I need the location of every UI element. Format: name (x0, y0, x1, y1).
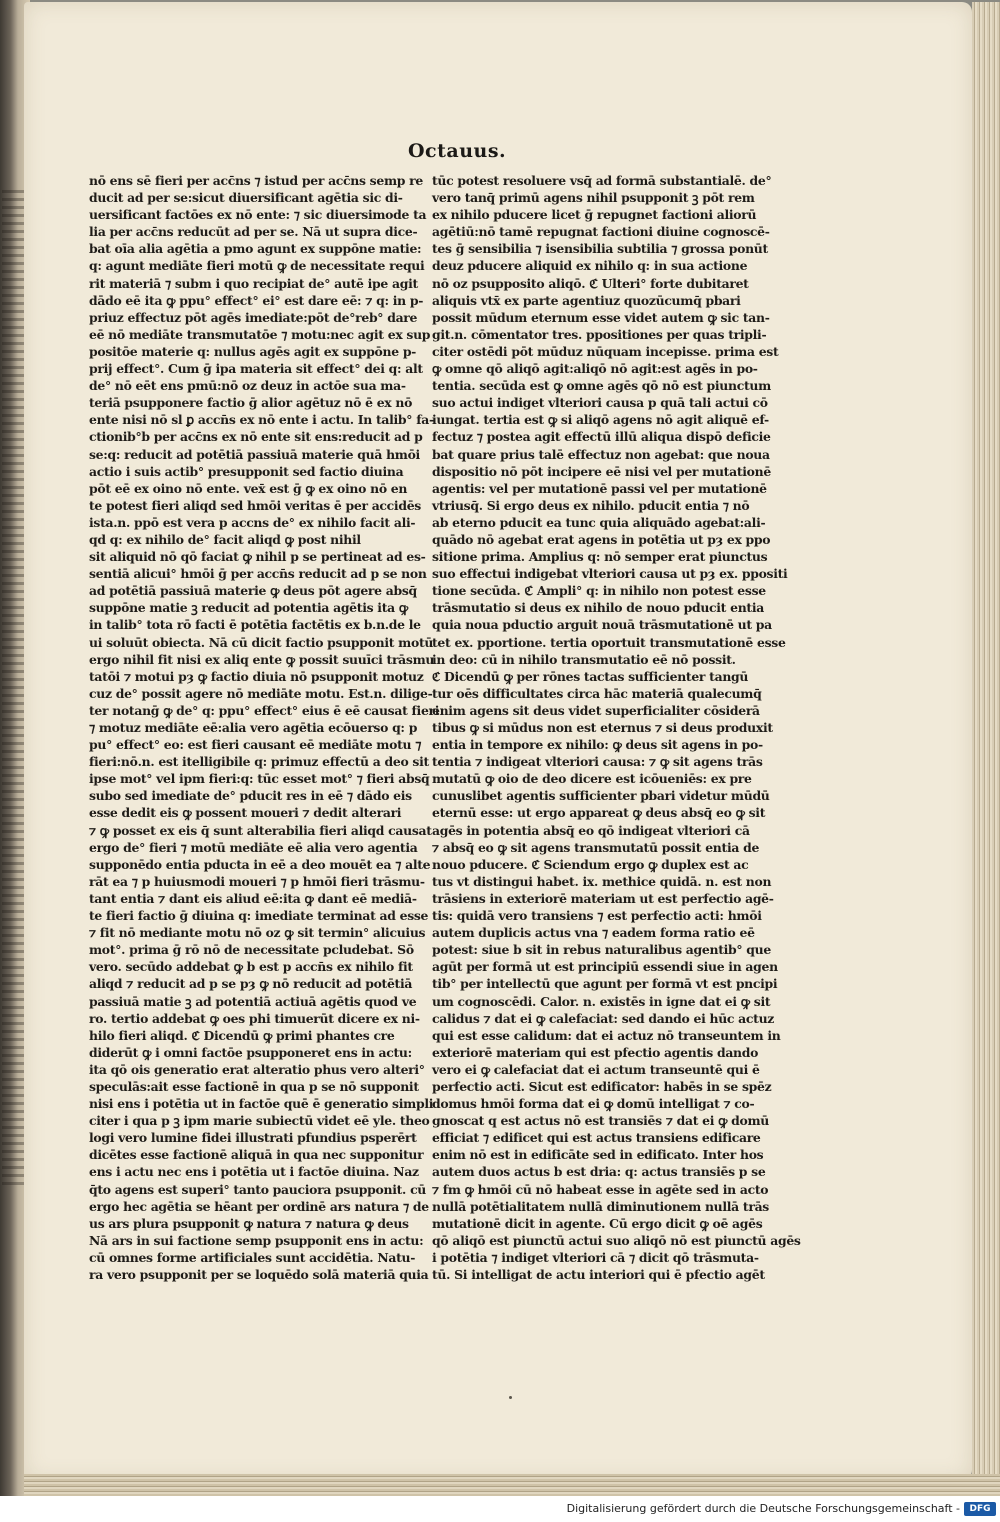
text-line: ra vero psupponit per se loquēdo solā materiā quia (89, 1267, 429, 1282)
text-line: tū. Si intelligat de actu interiori qui ē pfectio agēt (432, 1267, 765, 1282)
text-line: cū omnes forme artificiales sunt accidētia. Natu- (89, 1249, 416, 1265)
running-head: Octauus. (408, 140, 507, 162)
text-line: i potētia ⁊ indiget vlteriori cā ⁊ dicit qō trāsmuta- (432, 1249, 759, 1265)
text-line: trāsiens in exteriorē materiam ut est perfectio agē- (432, 890, 774, 906)
text-line: tib° per intellectū que agunt per formā vt est pncipi (432, 976, 778, 992)
text-line: tentia. secūda est ꝙ omne agēs qō nō est piunctum (432, 378, 771, 394)
text-line: agūt per formā ut est principiū essendi siue in agen (432, 959, 778, 975)
text-line: se:q: reducit ad potētiā passiuā materie quā hmōi (89, 446, 420, 462)
text-line: ista.n. ppō est vera p accns de° ex nihilo facit ali- (89, 514, 416, 530)
text-line: q: agunt mediāte fieri motū ꝙ de necessitate requi (89, 258, 425, 274)
text-line: agēs in potentia absq̄ eo qō indigeat vlteriori cā (432, 822, 750, 838)
text-line: in talib° tota rō facti ē potētia factētis ex b.n.de le (89, 617, 421, 633)
text-line: git.n. cōmentator tres. ppositiones per quas tripli- (432, 326, 767, 342)
text-line: mutationē dicit in agente. Cū ergo dicit ꝙ oē agēs (432, 1215, 763, 1231)
ink-mark (509, 1396, 512, 1399)
text-line: ter notanḡ ꝙ de° q: ppu° effect° eius ē eē causat fieri (89, 702, 440, 718)
text-line: um cognoscēdi. Calor. n. existēs in igne dat ei ꝙ sit (432, 993, 771, 1009)
text-line: uersificant factōes ex nō ente: ⁊ sic diuersimode ta (89, 207, 427, 223)
text-line: ad potētiā passiuā materie ꝙ deus pōt agere absq̄ (89, 583, 417, 599)
text-line: us ars plura psupponit ꝙ natura ⁊ natura ꝙ deus (89, 1215, 409, 1231)
text-line: agētiū:nō tamē repugnat factioni diuine cognoscē- (432, 224, 770, 240)
text-line: ⁊ fit nō mediante motu nō oz ꝙ sit termin° alicuius (89, 925, 426, 941)
text-line: te fieri factio ḡ diuina q: imediate terminat ad esse (89, 908, 429, 924)
text-line: tentia ⁊ indigeat vlteriori causa: ⁊ ꝙ sit agens trās (432, 754, 763, 770)
text-line: actio i suis actib° presupponit sed factio diuina (89, 463, 404, 479)
text-line: citer i qua p ꝫ ipm marie subiectū videt eē yle. theo (89, 1113, 430, 1129)
text-line: suo effectui indigebat vlteriori causa ut pȝ ex. ppositi (432, 566, 788, 582)
text-line: in deo: cū in nihilo transmutatio eē nō possit. (432, 651, 736, 667)
text-line: dādo eē ita ꝙ ppu° effect° ei° est dare eē: ⁊ q: in p- (89, 292, 424, 308)
text-line: vero tanq̄ primū agens nihil psupponit ꝫ pōt rem (432, 190, 755, 206)
text-line: aliqd ⁊ reducit ad p se pȝ ꝙ nō reducit ad potētiā (89, 976, 413, 992)
text-line: bat oīa alia agētia a pmo agunt ex suppōne matie: (89, 241, 422, 257)
text-line: tūc potest resoluere vsq̄ ad formā substantialē. de° (432, 173, 772, 188)
text-line: ui soluūt obiecta. Nā cū dicit factio psupponit motū (89, 634, 434, 650)
text-line: nullā potētialitatem nullā diminutionem nullā trās (432, 1198, 769, 1214)
text-line: sentiā alicui° hmōi ḡ per accn̄s reducit ad p se non (89, 566, 427, 582)
text-line: diderūt ꝙ i omni factōe psupponeret ens in actu: (89, 1044, 412, 1060)
text-line: ⁊ ꝙ posset ex eis q̄ sunt alterabilia fieri aliqd causat (89, 822, 432, 838)
text-line: cuz de° possit agere nō mediāte motu. Est.n. dilige- (89, 685, 433, 701)
text-line: bat quare prius talē effectuz non agebat: que noua (432, 446, 770, 462)
text-line: ro. tertio addebat ꝙ oes phi timuerūt dicere ex ni- (89, 1010, 420, 1026)
text-line: dicētes esse factionē aliquā in qua nec supponitur (89, 1147, 424, 1163)
text-line: possit mūdum eternum esse videt autem ꝙ sic tan- (432, 309, 770, 325)
text-line: cunuslibet agentis sufficienter pbari videtur mūdū (432, 788, 770, 804)
text-line: prij effect°. Cum ḡ ipa materia sit effect° dei q: alt (89, 361, 423, 377)
text-line: calidus ⁊ dat ei ꝙ calefaciat: sed dando ei hūc actuz (432, 1010, 775, 1026)
text-line: nouo pducere. ℭ Sciendum ergo ꝙ duplex est ac (432, 856, 749, 872)
text-line: positōe materie q: nullus agēs agit ex suppōne p- (89, 343, 417, 359)
text-line: rit materiā ⁊ subm i quo recipiat de° autē ipe agit (89, 275, 418, 291)
text-line: subo sed imediate de° pducit res in eē ⁊ dādo eis (89, 788, 412, 804)
text-line: ergo de° fieri ⁊ motū mediāte eē alia vero agentia (89, 839, 418, 855)
text-line: potest: siue b sit in rebus naturalibus agentib° que (432, 942, 771, 958)
text-line: suo actui indiget vlteriori causa p quā tali actui cō (432, 395, 768, 411)
text-line: ab eterno pducit ea tunc quia aliquādo agebat:ali- (432, 514, 766, 530)
text-line: tis: quidā vero transiens ⁊ est perfectio acti: hmōi (432, 908, 762, 924)
text-line: vero ei ꝙ calefaciat dat ei actum transeuntē qui ē (432, 1061, 760, 1077)
text-line: ente nisi nō sl ꝑ accn̄s ex nō ente i actu. In talib° fa- (89, 412, 434, 428)
text-line: ergo nihil fit nisi ex aliq ente ꝙ possit suuīci trāsmu (89, 651, 435, 667)
text-line: vero. secūdo addebat ꝙ b est p accn̄s ex nihilo fit (89, 959, 413, 975)
text-line: passiuā matie ꝫ ad potentiā actiuā agētis quod ve (89, 993, 417, 1009)
text-line: mot°. prima ḡ rō nō de necessitate pcludebat. Sō (89, 942, 414, 958)
text-line: entia in tempore ex nihilo: ꝙ deus sit agens in po- (432, 737, 763, 753)
text-line: qō aliqō est piunctū actui suo aliqō nō est piunctū agēs (432, 1232, 801, 1248)
text-line: ergo hec agētia se hēant per ordinē ars natura ⁊ de (89, 1198, 429, 1214)
text-line: supponēdo entia pducta in eē a deo mouēt ea ⁊ alte (89, 856, 431, 872)
text-line: ctionib°b per acc̄ns ex nō ente sit ens:reducit ad p (89, 429, 423, 445)
text-line: tus vt distingui habet. ix. methice quidā. n. est non (432, 873, 772, 889)
gutter-text-shadow (2, 190, 24, 1190)
text-line: tant entia ⁊ dant eis aliud eē:ita ꝙ dant eē mediā- (89, 890, 417, 906)
text-line: quia noua pductio arguit nouā trāsmutationē ut pa (432, 617, 772, 633)
text-line: suppōne matie ꝫ reducit ad potentia agētis ita ꝙ (89, 600, 408, 616)
text-line: autem duplicis actus vna ⁊ eadem forma ratio eē (432, 925, 755, 941)
text-line: pu° effect° eo: est fieri causant eē mediāte motu ⁊ (89, 737, 422, 753)
right-text-column (432, 172, 801, 1282)
text-line: perfectio acti. Sicut est edificator: habēs in se spēz (432, 1078, 772, 1094)
text-line: enim agens sit deus videt superficialiter cōsiderā (432, 702, 760, 718)
page-stack-bottom-edge (24, 1474, 1000, 1496)
text-line: ꝙ omne qō aliqō agit:aliqō nō agit:est agēs in po- (432, 361, 758, 377)
text-line: speculās:ait esse factionē in qua p se nō supponit (89, 1078, 419, 1094)
text-line: tur oēs difficultates circa hāc materiā qualecumq̄ (432, 685, 762, 701)
text-line: tet ex. pportione. tertia oportuit transmutationē esse (432, 634, 786, 650)
text-line: ita qō ois generatio erat alteratio phus vero alteri° (89, 1061, 425, 1077)
text-line: qd q: ex nihilo de° facit aliqd ꝙ post nihil (89, 531, 361, 547)
text-line: efficiat ⁊ edificet qui est actus transiens edificare (432, 1130, 761, 1146)
text-line: eternū esse: ut ergo appareat ꝙ deus absq̄ eo ꝙ sit (432, 805, 766, 821)
text-line: nō oz psupposito aliqō. ℭ Ulteri° forte dubitaret (432, 275, 749, 291)
text-line: dispositio nō pōt incipere eē nisi vel per mutationē (432, 463, 771, 479)
text-line: ens i actu nec ens i potētia ut i factōe diuina. Naz (89, 1164, 419, 1180)
text-line: de° nō eēt ens pmū:nō oz deuz in actōe sua ma- (89, 378, 406, 394)
text-line: logi vero lumine fidei illustrati pfundius psperērt (89, 1130, 417, 1146)
text-line: vtriusq̄. Si ergo deus ex nihilo. pducit entia ⁊ nō (432, 497, 750, 513)
dfg-logo: DFG (964, 1502, 996, 1516)
text-line: teriā psupponere factio ḡ alior agētuz nō ē ex nō (89, 395, 413, 411)
text-line: fectuz ⁊ postea agit effectū illū aliqua dispō deficie (432, 429, 771, 445)
text-line: ipse mot° vel ipm fieri:q: tūc esset mot° ⁊ fieri absq̄ (89, 771, 430, 787)
text-line: lia per acc̄ns reducūt ad per se. Nā ut supra dice- (89, 224, 418, 240)
text-line: q̄to agens est superi° tanto pauciora psupponit. cū (89, 1181, 427, 1197)
text-line: trāsmutatio si deus ex nihilo de nouo pducit entia (432, 600, 764, 616)
text-line: sit aliquid nō qō faciat ꝙ nihil p se pertineat ad es- (89, 549, 426, 565)
text-line: citer ostēdi pōt mūduz nūquam incepisse. prima est (432, 343, 779, 359)
text-line: ⁊ fm ꝙ hmōi cū nō habeat esse in agēte sed in acto (432, 1181, 769, 1197)
text-line: Nā ars in sui factione semp psupponit ens in actu: (89, 1232, 424, 1248)
text-line: ℭ Dicendū ꝙ per rōnes tactas sufficienter tangū (432, 668, 749, 684)
text-line: pōt eē ex oino nō ente. vex̄ est ḡ ꝙ ex oino nō en (89, 480, 408, 496)
text-line: gnoscat q est actus nō est transiēs ⁊ dat ei ꝙ domū (432, 1113, 770, 1129)
text-line: exteriorē materiam qui est pfectio agentis dando (432, 1044, 759, 1060)
page-stack-right-edge (972, 2, 1000, 1480)
text-line: mutatū ꝙ oio de deo dicere est icōueniēs: ex pre (432, 771, 752, 787)
left-text-column (89, 172, 440, 1324)
text-line: tione secūda. ℭ Ampli° q: in nihilo non potest esse (432, 583, 766, 599)
text-line: aliquis vtx̄ ex parte agentiuz quozūcumq̄ pbari (432, 292, 741, 308)
text-line: priuz effectuz pōt agēs imediate:pōt de°reb° dare (89, 309, 418, 325)
funding-credit: Digitalisierung gefördert durch die Deutsche Forschungsgemeinschaft - (566, 1502, 960, 1515)
text-line: hilo fieri aliqd. ℭ Dicendū ꝙ primi phantes cre (89, 1027, 395, 1043)
text-line: tatōi ⁊ motui pȝ ꝙ factio diuia nō psupponit motuz (89, 668, 424, 684)
text-line: autem duos actus b est dria: q: actus transiēs p se (432, 1164, 766, 1180)
text-line: ⁊ motuz mediāte eē:alia vero agētia ecōuerso q: p (89, 720, 418, 735)
text-line: nō ens sē fieri per acc̄ns ⁊ istud per acc̄ns semp re (89, 173, 423, 188)
text-line: fieri:nō.n. est itelligibile q: primuz effectū a deo sit (89, 754, 429, 770)
text-line: iungat. tertia est ꝙ si aliqō agens nō agit aliquē ef- (432, 412, 769, 428)
footer-bar (0, 1496, 1000, 1522)
text-line: eē nō mediāte transmutatōe ⁊ motu:nec agit ex sup (89, 326, 431, 342)
text-line: domus hmōi forma dat ei ꝙ domū intelligat ⁊ co- (432, 1096, 755, 1112)
text-line: rāt ea ⁊ p huiusmodi moueri ⁊ p hmōi fieri trāsmu- (89, 873, 425, 889)
text-line: agentis: vel per mutationē passi vel per mutationē (432, 480, 767, 496)
text-line: sitione prima. Amplius q: nō semper erat piunctus (432, 549, 768, 565)
text-line: quādo nō agebat erat agens in potētia ut pȝ ex ppo (432, 531, 771, 547)
text-line: te potest fieri aliqd sed hmōi veritas ē per accidēs (89, 497, 421, 513)
text-line: esse dedit eis ꝙ possent moueri ⁊ dedit alterari (89, 805, 402, 821)
text-line: ⁊ absq̄ eo ꝙ sit agens transmutatū possit entia de (432, 839, 760, 855)
text-line: tes ḡ sensibilia ⁊ isensibilia subtilia ⁊ grossa ponūt (432, 241, 768, 257)
text-line: deuz pducere aliquid ex nihilo q: in sua actione (432, 258, 748, 274)
text-line: nisi ens i potētia ut in factōe quē ē generatio simpli (89, 1096, 434, 1112)
text-line: enim nō est in edificāte sed in edificato. Inter hos (432, 1147, 764, 1163)
text-line: qui est esse calidum: dat ei actuz nō transeuntem in (432, 1027, 781, 1043)
text-line: ex nihilo pducere licet ḡ repugnet factioni aliorū (432, 207, 757, 223)
text-line: tibus ꝙ si mūdus non est eternus ⁊ si deus produxit (432, 720, 773, 735)
text-line: ducit ad per se:sicut diuersificant agētia sic di- (89, 190, 403, 206)
